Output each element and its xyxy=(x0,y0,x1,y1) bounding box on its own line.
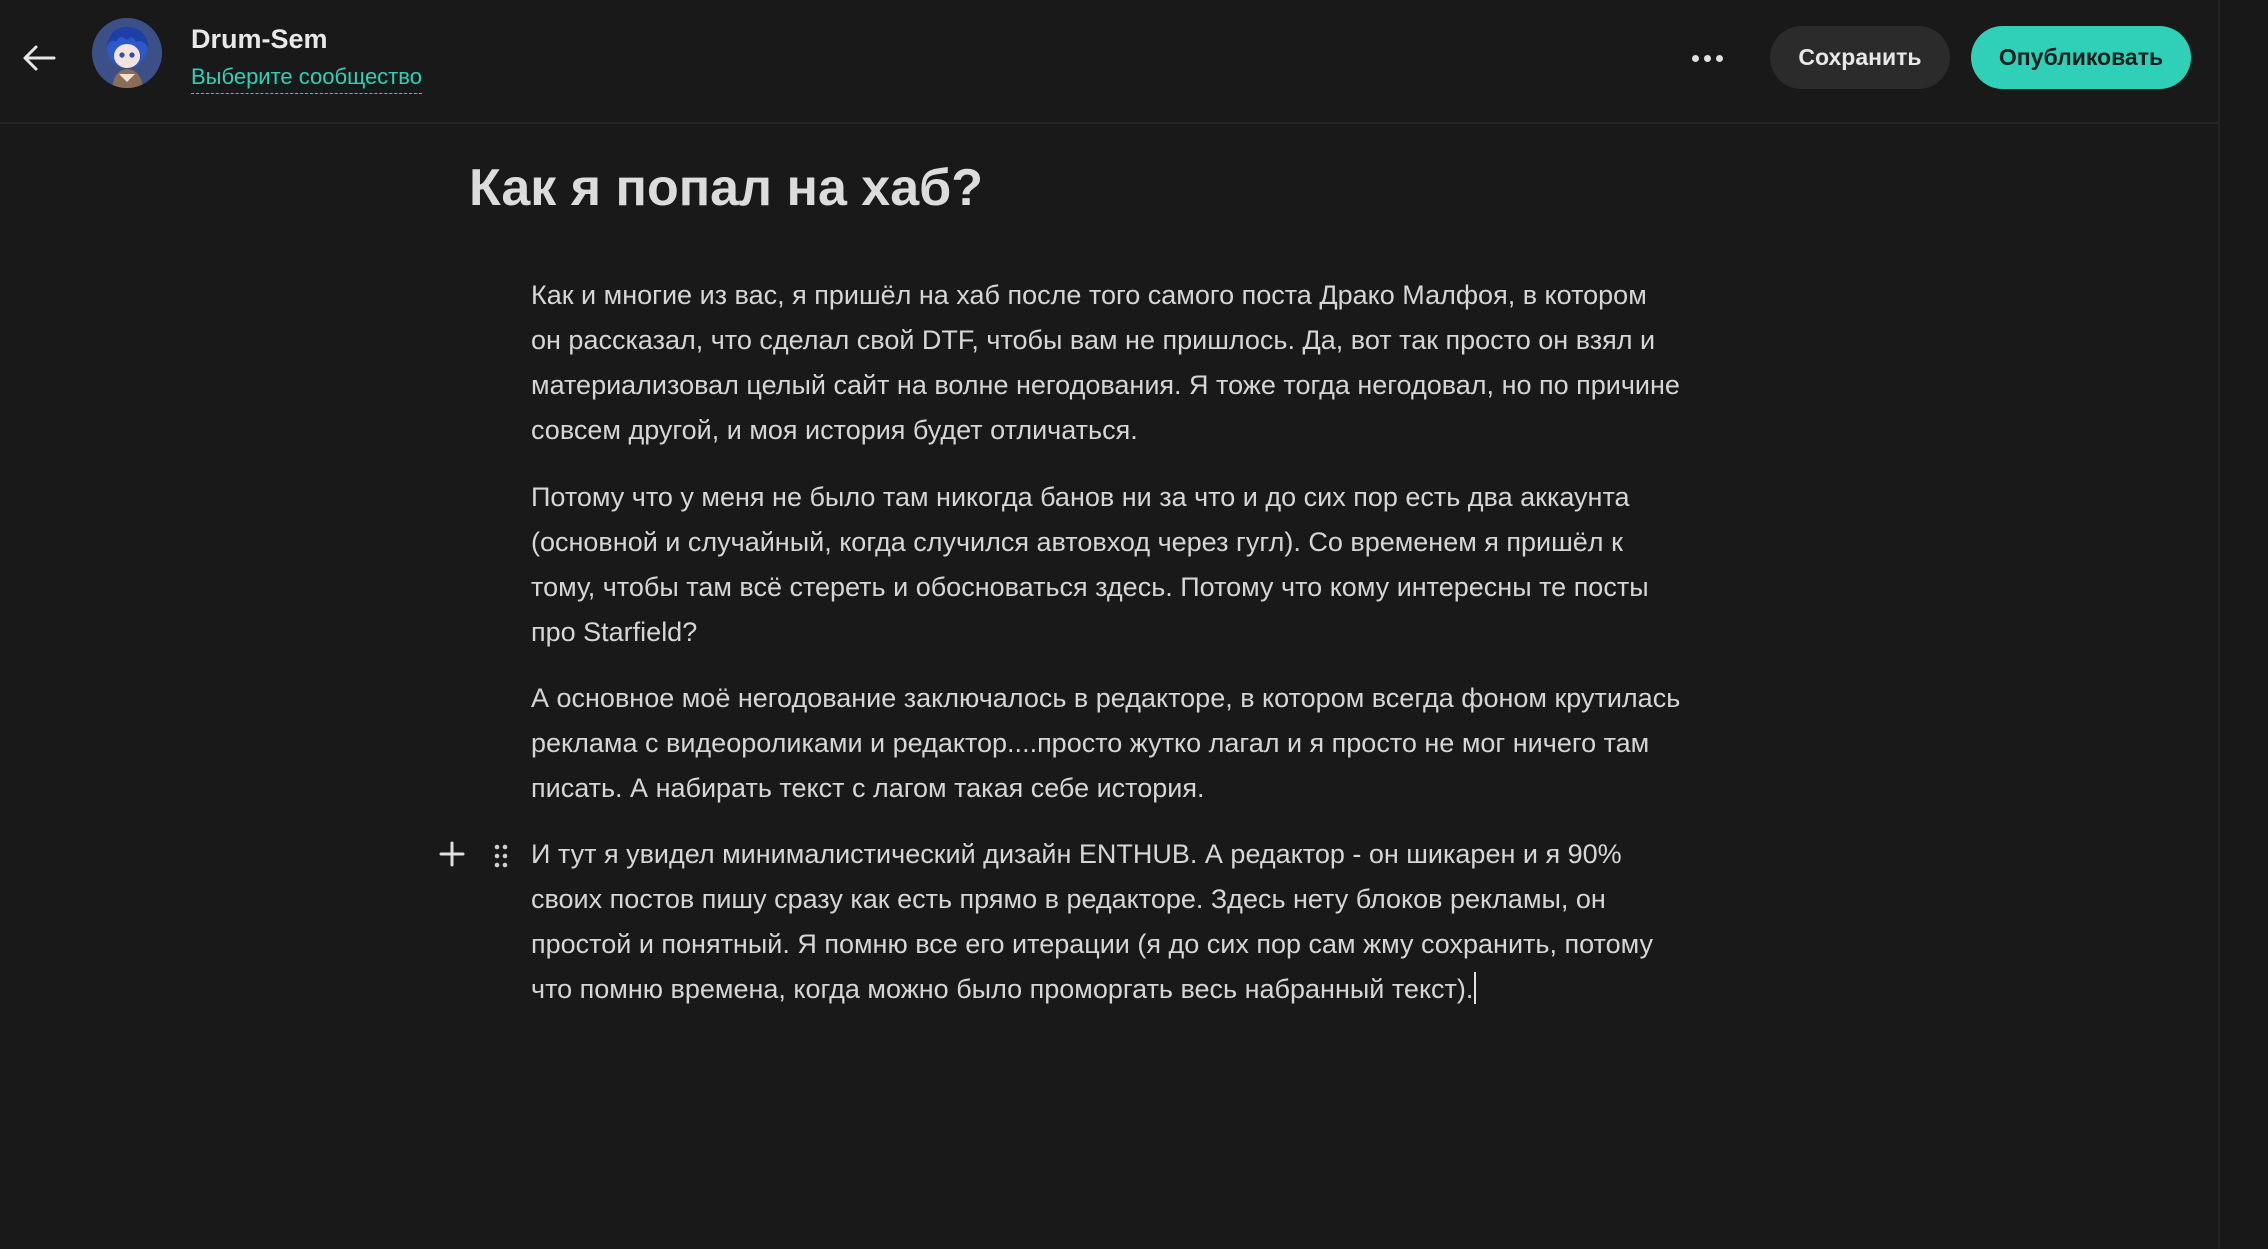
drag-handle-icon xyxy=(492,843,510,869)
article-paragraph[interactable]: Потому что у меня не было там никогда банов ни за что и до сих пор есть два аккаунта (основной и случайный, когда случился автовход через гугл). Со временем я пришёл к тому, чтобы там всё стереть и обосноваться здесь. Потому что кому интересны те посты про Starfield? xyxy=(531,482,1649,647)
article-paragraph[interactable]: А основное моё негодование заключалось в редакторе, в котором всегда фоном крутилась реклама с видеороликами и редактор....просто жутко лагал и я просто не мог ничего там писать. А набирать текст с лагом такая себе история. xyxy=(531,683,1681,803)
editor-header xyxy=(0,0,2218,124)
plus-icon xyxy=(438,840,466,868)
article-paragraph-active[interactable] xyxy=(531,832,1681,1012)
back-button[interactable] xyxy=(18,36,62,80)
article-paragraph[interactable]: Как и многие из вас, я пришёл на хаб после того самого поста Драко Малфоя, в котором он рассказал, что сделал свой DTF, чтобы вам не пришлось. Да, вот так просто он взял и материализовал целый сайт на волне негодования. Я тоже тогда негодовал, но по причине совсем другой, и моя история будет отличаться. xyxy=(531,280,1680,445)
avatar[interactable] xyxy=(92,18,162,88)
save-button[interactable]: Сохранить xyxy=(1770,26,1950,89)
drag-handle[interactable] xyxy=(492,843,510,869)
more-horizontal-icon xyxy=(1716,55,1723,62)
more-options-button[interactable] xyxy=(1692,38,1723,78)
add-block-button[interactable] xyxy=(438,840,466,868)
more-horizontal-icon xyxy=(1692,55,1699,62)
article-title[interactable]: Как я попал на хаб? xyxy=(469,159,984,217)
text-caret xyxy=(1474,972,1476,1004)
active-paragraph-text: И тут я увидел минималистический дизайн ENTHUB. А редактор - он шикарен и я 90% своих постов пишу сразу как есть прямо в редакторе. Здесь нету блоков рекламы, он простой и понятный. Я помню все его итерации (я до сих пор сам жму сохранить, потому что помню времена, когда можно было проморгать весь набранный текст). xyxy=(531,839,1653,1004)
user-name: Drum-Sem xyxy=(191,24,328,54)
publish-button[interactable]: Опубликовать xyxy=(1971,26,2191,89)
avatar-image xyxy=(92,18,162,88)
choose-community-link[interactable]: Выберите сообщество xyxy=(191,64,422,94)
arrow-left-icon xyxy=(18,36,62,80)
more-horizontal-icon xyxy=(1704,55,1711,62)
